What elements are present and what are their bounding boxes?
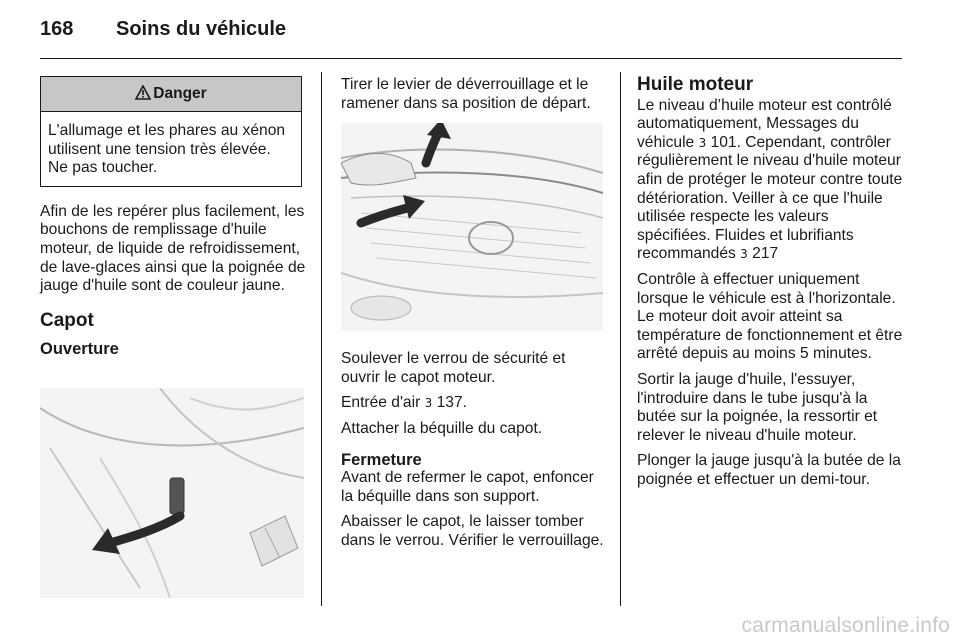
column-1 (40, 76, 306, 359)
page-reference-icon: 3 (698, 135, 707, 150)
paragraph-plonger-jauge: Plonger la jauge jusqu'à la butée de la poignée et effectuer un demi-tour. (637, 452, 901, 488)
niveau-huile-ref-2: 217 (752, 245, 779, 263)
paragraph-enfoncer-bequille: Avant de refermer le capot, enfoncer la béquille dans son support. (341, 469, 594, 505)
entree-air-ref: 137. (436, 394, 467, 412)
warning-icon (135, 85, 151, 100)
illustration-open-bonnet (341, 123, 603, 331)
niveau-huile-ref-1: 101 (710, 133, 737, 151)
heading-ouverture: Ouverture (40, 340, 119, 359)
page-number: 168 (40, 18, 74, 40)
paragraph-sortir-jauge: Sortir la jauge d'huile, l'essuyer, l'introduire dans le tube jusqu'à la butée sur la poignée, la ressortir et relever le niveau d'huile moteur. (637, 370, 878, 444)
paragraph-soulever-verrou: Soulever le verrou de sécurité et ouvrir le capot moteur. (341, 350, 566, 386)
paragraph-abaisser-capot: Abaisser le capot, le laisser tomber dans le verrou. Vérifier le verrouillage. (341, 513, 604, 549)
header-rule (40, 58, 902, 59)
page-reference-icon: 3 (424, 396, 433, 411)
danger-title: Danger (153, 85, 207, 102)
danger-text: L'allumage et les phares au xénon utilisent une tension très élevée. Ne pas toucher. (48, 122, 286, 177)
heading-huile-moteur: Huile moteur (637, 74, 754, 95)
entree-air-text: Entrée d'air (341, 394, 421, 412)
column-separator (620, 72, 621, 606)
heading-capot: Capot (40, 309, 94, 331)
illustration-release-lever (40, 388, 304, 598)
danger-box (40, 76, 302, 187)
paragraph-controle-horizontale: Contrôle à effectuer uniquement lorsque le véhicule est à l'horizontale. Le moteur doit avoir atteint sa température de fonctionnement et être arrêté depuis au moins 5 minutes. (637, 270, 903, 363)
danger-header (41, 77, 301, 112)
paragraph-tirer-levier: Tirer le levier de déverrouillage et le ramener dans sa position de départ. (341, 76, 591, 112)
watermark: carmanualsonline.info (741, 614, 950, 637)
column-separator (321, 72, 322, 606)
release-lever-drawing (40, 388, 304, 598)
paragraph-bequille: Attacher la béquille du capot. (341, 419, 543, 437)
intro-paragraph: Afin de les repérer plus facilement, les bouchons de remplissage d'huile moteur, de liquide de refroidissement, de lave-glaces ainsi que la poignée de jauge d'huile sont de couleur jaune. (40, 202, 306, 295)
page-title: Soins du véhicule (116, 18, 287, 40)
niveau-huile-text-a: Le niveau d’huile moteur est contrôlé automatiquement, Messages du véhicule (637, 96, 892, 151)
page-reference-icon: 3 (740, 247, 748, 262)
paragraph-niveau-huile (637, 97, 905, 264)
heading-fermeture: Fermeture (341, 450, 422, 469)
open-bonnet-drawing (341, 123, 603, 331)
niveau-huile-text-b: . Cependant, contrôler régulièrement le niveau d'huile moteur afin de protéger le moteur contre toute détérioration. Veiller à ce que l'huile utilisée respecte les valeurs spécifiées. Fluides et lubrifiants recommandés (637, 133, 903, 263)
paragraph-entree-air (341, 394, 607, 413)
column-3 (637, 76, 905, 496)
